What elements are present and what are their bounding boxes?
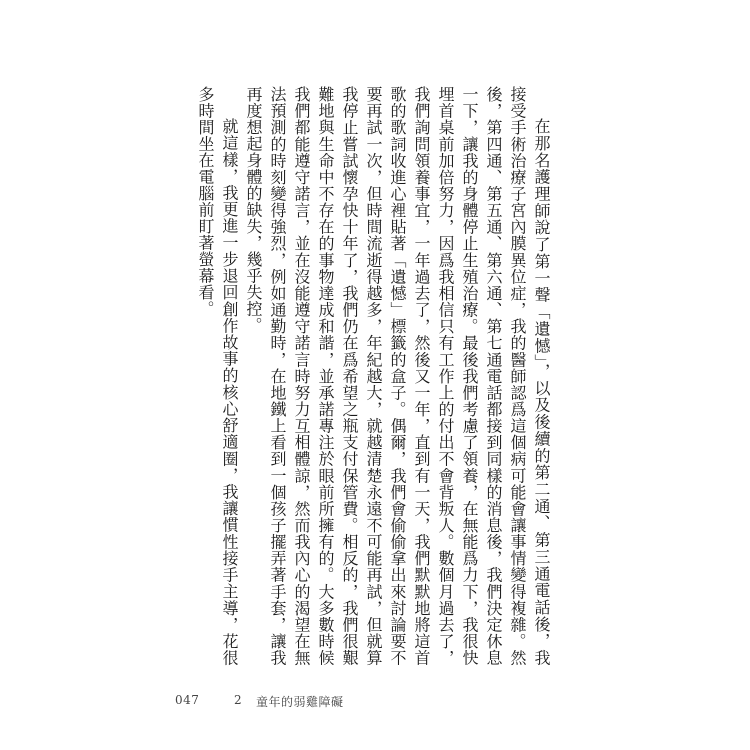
paragraph: 就這樣，我更進一步退回創作故事的核心舒適圈，我讓慣性接手主導，花很多時間坐在電腦前盯著螢幕看。 bbox=[196, 86, 239, 666]
chapter-title: 童年的弱雞障礙 bbox=[256, 695, 344, 709]
chapter-number: 2 bbox=[234, 693, 243, 707]
paragraph: 在那名護理師說了第一聲「遺憾」，以及後續的第二通、第三通電話後，我接受手術治療子宮內膜異位症，我的醫師認爲這個病可能會讓事情變得複雜。然後，第四通、第五通、第六通、第七通電話都接到同樣的消息後，我們決定休息一下，讓我的身體停止生殖治療。最後我們考慮了領養，在無能爲力下，我很快埋首桌前加倍努力，因爲我相信只有工作上的付出不會背叛人。數個月過去了，我們詢問領養事宜，一年過去了，然後又一年，直到有一天，我們默默地將這首歌的歌詞收進心裡貼著「遺憾」標籤的盒子。偶爾，我們會偷偷拿出來討論要不要再試一次，但時間流逝得越多，年紀越大，就越清楚永遠不可能再試，但就算我停止嘗試懷孕快十年了，我們仍在爲希望之瓶支付保管費。相反的，我們很艱難地與生命中不存在的事物達成和諧，並承諾專注於眼前所擁有的。大多數時候我們都能遵守諾言，並在沒能遵守諾言時努力互相體諒，然而我內心的渴望在無法預測的時刻變得強烈，例如通勤時，在地鐵上看到一個孩子擺弄著手套，讓我再度想起身體的缺失，幾乎失控。 bbox=[244, 86, 551, 666]
body-text bbox=[193, 86, 553, 666]
page-number: 047 bbox=[175, 693, 200, 707]
